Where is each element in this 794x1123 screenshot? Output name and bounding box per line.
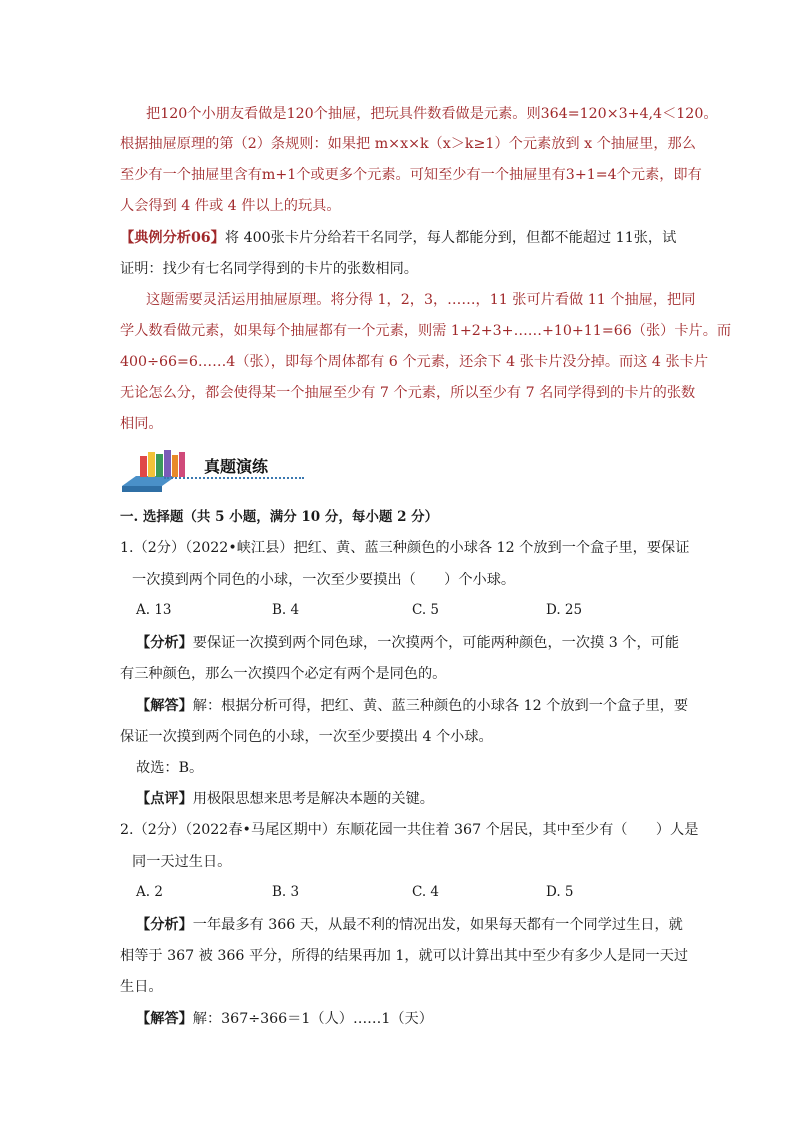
example06-tag: 【典例分析06】 [120, 230, 225, 246]
q1-analysis-tag: 【分析】 [136, 635, 193, 651]
q1-answer-2: 保证一次摸到两个同色的小球，一次至少要摸出 4 个小球。 [120, 729, 493, 745]
q1-choice-c[interactable]: C. 5 [412, 602, 440, 618]
intro-line-1: 把120个小朋友看做是120个抽屉，把玩具件数看做是元素。则364=120×3+4,4＜120。 [146, 106, 718, 122]
q2-analysis-3: 生日。 [120, 979, 163, 995]
q2-stem-2: 同一天过生日。 [132, 854, 232, 870]
q1-choose: 故选：B。 [136, 760, 204, 776]
q1-choice-b[interactable]: B. 4 [272, 602, 300, 618]
q2-answer-1 [136, 1009, 433, 1029]
intro-line-2: 根据抽屉原理的第（2）条规则：如果把 m×x×k（x＞k≥1）个元素放到 x 个抽屉里，那么 [120, 136, 696, 152]
q2-answer-tag: 【解答】 [136, 1011, 193, 1027]
q2-analysis-tag: 【分析】 [136, 917, 193, 933]
example06-line-1 [120, 228, 676, 248]
section-banner-title: 真题演练 [204, 457, 269, 476]
example06-solution-1: 这题需要灵活运用抽屉原理。将分得 1，2，3，……，11 张可片看做 11 个抽屉，把同 [146, 292, 696, 308]
q1-analysis-2: 有三种颜色，那么一次摸四个必定有两个是同色的。 [120, 666, 447, 682]
q1-comment-tag: 【点评】 [136, 791, 193, 807]
q1-analysis-1 [136, 633, 679, 653]
q1-stem-1: 1.（2分）（2022•峡江县）把红、黄、蓝三种颜色的小球各 12 个放到一个盒子里，要保证 [120, 540, 690, 556]
q2-choice-b[interactable]: B. 3 [272, 884, 300, 900]
q1-stem-2: 一次摸到两个同色的小球，一次至少要摸出（ ）个小球。 [132, 572, 516, 588]
example06-solution-4: 无论怎么分，都会使得某一个抽屉至少有 7 个元素，所以至少有 7 名同学得到的卡片的张数 [120, 385, 696, 401]
q1-analysis-text-1: 要保证一次摸到两个同色球，一次摸两个，可能两种颜色，一次摸 3 个，可能 [192, 635, 680, 651]
q1-comment [136, 789, 434, 809]
q2-analysis-2: 相等于 367 被 366 平分，所得的结果再加 1，就可以计算出其中至少有多少人是同一天过 [120, 948, 689, 964]
banner-divider [164, 477, 304, 479]
example06-line-2: 证明：找少有七名同学得到的卡片的张数相同。 [120, 261, 418, 277]
example06-solution-5: 相同。 [120, 416, 163, 432]
intro-line-3: 至少有一个抽屉里含有m+1个或更多个元素。可知至少有一个抽屉里有3+1=4个元素，即有 [120, 167, 702, 183]
q2-choice-c[interactable]: C. 4 [412, 884, 440, 900]
q2-choice-d[interactable]: D. 5 [546, 884, 574, 900]
q1-choice-d[interactable]: D. 25 [546, 602, 583, 618]
q1-choice-a[interactable]: A. 13 [136, 602, 172, 618]
section-heading: 一. 选择题（共 5 小题，满分 10 分，每小题 2 分） [120, 509, 439, 525]
q1-answer-text-1: 解：根据分析可得，把红、黄、蓝三种颜色的小球各 12 个放到一个盒子里，要 [192, 698, 689, 714]
q1-answer-tag: 【解答】 [136, 698, 193, 714]
q2-stem-1: 2.（2分）（2022春•马尾区期中）东顺花园一共住着 367 个居民，其中至少有（ ）人是 [120, 822, 699, 838]
q2-analysis-text-1: 一年最多有 366 天，从最不利的情况出发，如果每天都有一个同学过生日，就 [192, 917, 683, 933]
q1-answer-1 [136, 696, 688, 716]
q1-comment-text: 用极限思想来思考是解决本题的关键。 [192, 791, 434, 807]
q2-analysis-1 [136, 915, 683, 935]
example06-text-1: 将 400张卡片分给若干名同学，每人都能分到，但都不能超过 11张，试 [224, 230, 677, 246]
example06-solution-3: 400÷66=6……4（张），即每个周体都有 6 个元素，还余下 4 张卡片没分掉。而这 4 张卡片 [120, 354, 709, 370]
q2-answer-text-1: 解：367÷366＝1（人）……1（天） [192, 1011, 433, 1027]
example06-solution-2: 学人数看做元素，如果每个抽屉都有一个元素，则需 1+2+3+……+10+11=66（张）卡片。而 [120, 323, 732, 339]
q2-choice-a[interactable]: A. 2 [136, 884, 163, 900]
intro-line-4: 人会得到 4 件或 4 件以上的玩具。 [120, 198, 341, 214]
